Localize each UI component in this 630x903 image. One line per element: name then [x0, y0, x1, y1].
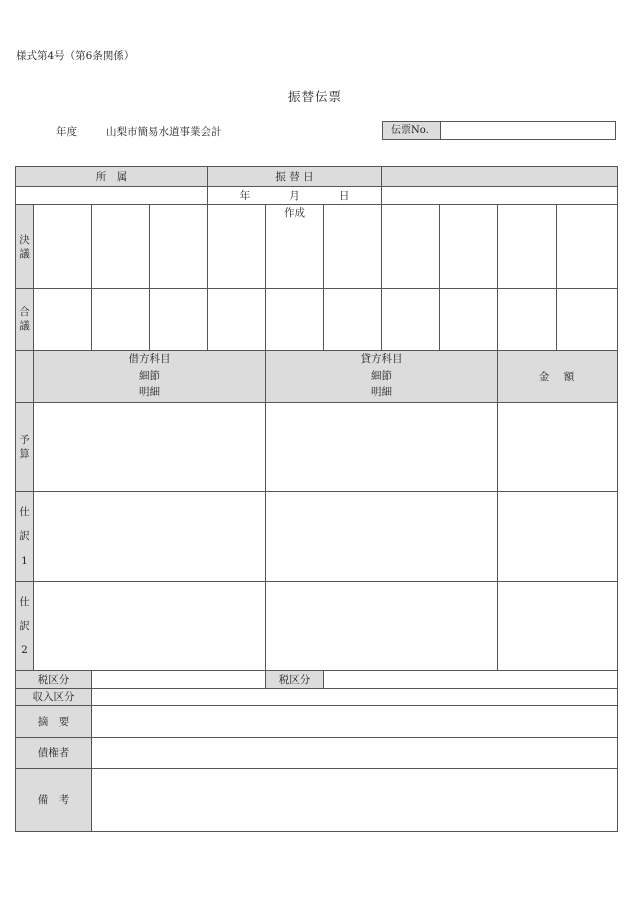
stamp-cell[interactable]: [557, 205, 618, 289]
form-number: 様式第4号（第6条関係）: [16, 50, 135, 62]
stamp-cell[interactable]: [382, 289, 440, 350]
transfer-date-header: 振 替 日: [208, 167, 382, 187]
stamp-cell[interactable]: [382, 205, 440, 289]
decision-label: 決議: [16, 205, 34, 289]
stamp-cell[interactable]: [92, 289, 150, 350]
stamp-cell[interactable]: [150, 205, 208, 289]
slip-number-label: 伝票No.: [383, 122, 441, 139]
creditor-field[interactable]: [92, 737, 618, 768]
income-class-label: 収入区分: [16, 688, 92, 705]
journal1-label: 仕 訳 1: [16, 491, 34, 581]
journal2-debit-cell[interactable]: [34, 582, 266, 671]
budget-amount-cell[interactable]: [498, 402, 618, 491]
fiscal-year-label: 年度: [56, 126, 77, 138]
slip-number-field[interactable]: [441, 122, 615, 139]
stamp-cell[interactable]: [150, 289, 208, 350]
stamp-cell[interactable]: [557, 289, 618, 350]
created-label: 作成: [284, 207, 305, 220]
journal1-amount-cell[interactable]: [498, 491, 618, 581]
credit-header: 貸方科目 細節 明細: [266, 350, 498, 402]
stamp-cell[interactable]: [498, 289, 557, 350]
date-day: 日: [338, 190, 350, 203]
stamp-cell[interactable]: [498, 205, 557, 289]
creditor-label: 債権者: [16, 737, 92, 768]
stamp-cell[interactable]: [440, 289, 498, 350]
date-side-blank: [382, 187, 618, 205]
stamp-cell[interactable]: [266, 289, 324, 350]
journal2-credit-cell[interactable]: [266, 582, 498, 671]
budget-credit-cell[interactable]: [266, 402, 498, 491]
journal1-debit-cell[interactable]: [34, 491, 266, 581]
tax-class-label-2: 税区分: [266, 671, 324, 688]
account-header-blank: [16, 350, 34, 402]
amount-header: 金 額: [498, 350, 618, 402]
summary-label: 摘 要: [16, 705, 92, 737]
stamp-cell[interactable]: [34, 205, 92, 289]
dept-header: 所 属: [16, 167, 208, 187]
dept-field[interactable]: [16, 187, 208, 205]
stamp-cell[interactable]: [324, 289, 382, 350]
transfer-date-field[interactable]: [208, 187, 382, 205]
account-name: 山梨市簡易水道事業会計: [106, 126, 222, 138]
date-year: 年: [239, 190, 251, 203]
stamp-cell[interactable]: [324, 205, 382, 289]
tax-class-field[interactable]: [92, 671, 266, 688]
stamp-cell[interactable]: [208, 205, 266, 289]
remarks-label: 備 考: [16, 768, 92, 831]
created-stamp-cell[interactable]: [266, 205, 324, 289]
debit-header: 借方科目 細節 明細: [34, 350, 266, 402]
header-blank: [382, 167, 618, 187]
budget-label: 予算: [16, 402, 34, 491]
tax-class-label: 税区分: [16, 671, 92, 688]
transfer-slip-table: [15, 166, 618, 832]
stamp-cell[interactable]: [440, 205, 498, 289]
remarks-field[interactable]: [92, 768, 618, 831]
stamp-cell[interactable]: [92, 205, 150, 289]
journal1-credit-cell[interactable]: [266, 491, 498, 581]
journal2-amount-cell[interactable]: [498, 582, 618, 671]
stamp-cell[interactable]: [208, 289, 266, 350]
slip-number-box: [382, 121, 616, 140]
consult-label: 合議: [16, 289, 34, 350]
journal2-label: 仕 訳 2: [16, 582, 34, 671]
page-title: 振替伝票: [287, 89, 342, 104]
stamp-cell[interactable]: [34, 289, 92, 350]
income-class-field[interactable]: [92, 688, 618, 705]
tax-class-field-2[interactable]: [324, 671, 618, 688]
budget-debit-cell[interactable]: [34, 402, 266, 491]
date-month: 月: [289, 190, 300, 203]
summary-field[interactable]: [92, 705, 618, 737]
